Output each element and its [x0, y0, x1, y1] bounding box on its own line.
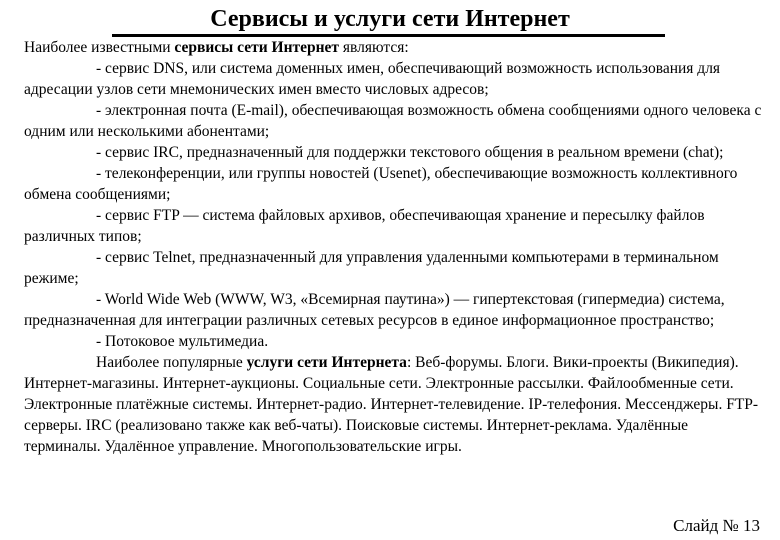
- popular-services-paragraph: [24, 352, 764, 457]
- intro-bold: сервисы сети Интернет: [174, 39, 340, 56]
- service-item-ftp: - сервис FTP — система файловых архивов, обеспечивающая хранение и пересылку файлов различных типов;: [24, 207, 705, 245]
- service-item-telnet: - сервис Telnet, предназначенный для управления удаленными компьютерами в терминальном режиме;: [24, 249, 719, 287]
- service-item-email: - электронная почта (E-mail), обеспечивающая возможность обмена сообщениями одного человека с одним или несколькими абонентами;: [24, 102, 762, 140]
- popular-bold: услуги сети Интернета: [246, 354, 407, 371]
- slide-body: [24, 37, 764, 457]
- popular-text: Наиболее популярные: [96, 354, 247, 371]
- intro-text: Наиболее известными: [24, 39, 175, 56]
- service-item-streaming: - Потоковое мультимедиа.: [96, 333, 269, 350]
- popular-text-end: : Веб-форумы. Блоги. Вики-проекты (Википедия). Интернет-магазины. Интернет-аукционы. Социальные сети. Электронные рассылки. Файлообменные сети. Электронные платёжные системы. Интернет-радио. Интернет-телевидение. IP-телефония. Мессенджеры. FTP-серверы. IRC (реализовано также как веб-чаты). Поисковые системы. Интернет-реклама. Удалённые терминалы. Удалённое управление. Многопользовательские игры.: [24, 354, 759, 455]
- service-item-dns: - сервис DNS, или система доменных имен, обеспечивающий возможность использования для адресации узлов сети мнемонических имен вместо числовых адресов;: [24, 60, 721, 98]
- intro-text-end: являются:: [339, 39, 409, 56]
- slide-title: Сервисы и услуги сети Интернет: [210, 6, 570, 32]
- slide-number: Слайд № 13: [673, 516, 760, 535]
- service-item-usenet: - телеконференции, или группы новостей (Usenet), обеспечивающие возможность коллективного обмена сообщениями;: [24, 165, 738, 203]
- service-item-www: - World Wide Web (WWW, W3, «Всемирная паутина») — гипертекстовая (гипермедиа) система, предназначенная для интеграции различных сетевых ресурсов в единое информационное пространство;: [24, 291, 725, 329]
- intro-paragraph: [24, 37, 764, 58]
- service-item-irc: - сервис IRC, предназначенный для поддержки текстового общения в реальном времени (chat);: [96, 144, 724, 161]
